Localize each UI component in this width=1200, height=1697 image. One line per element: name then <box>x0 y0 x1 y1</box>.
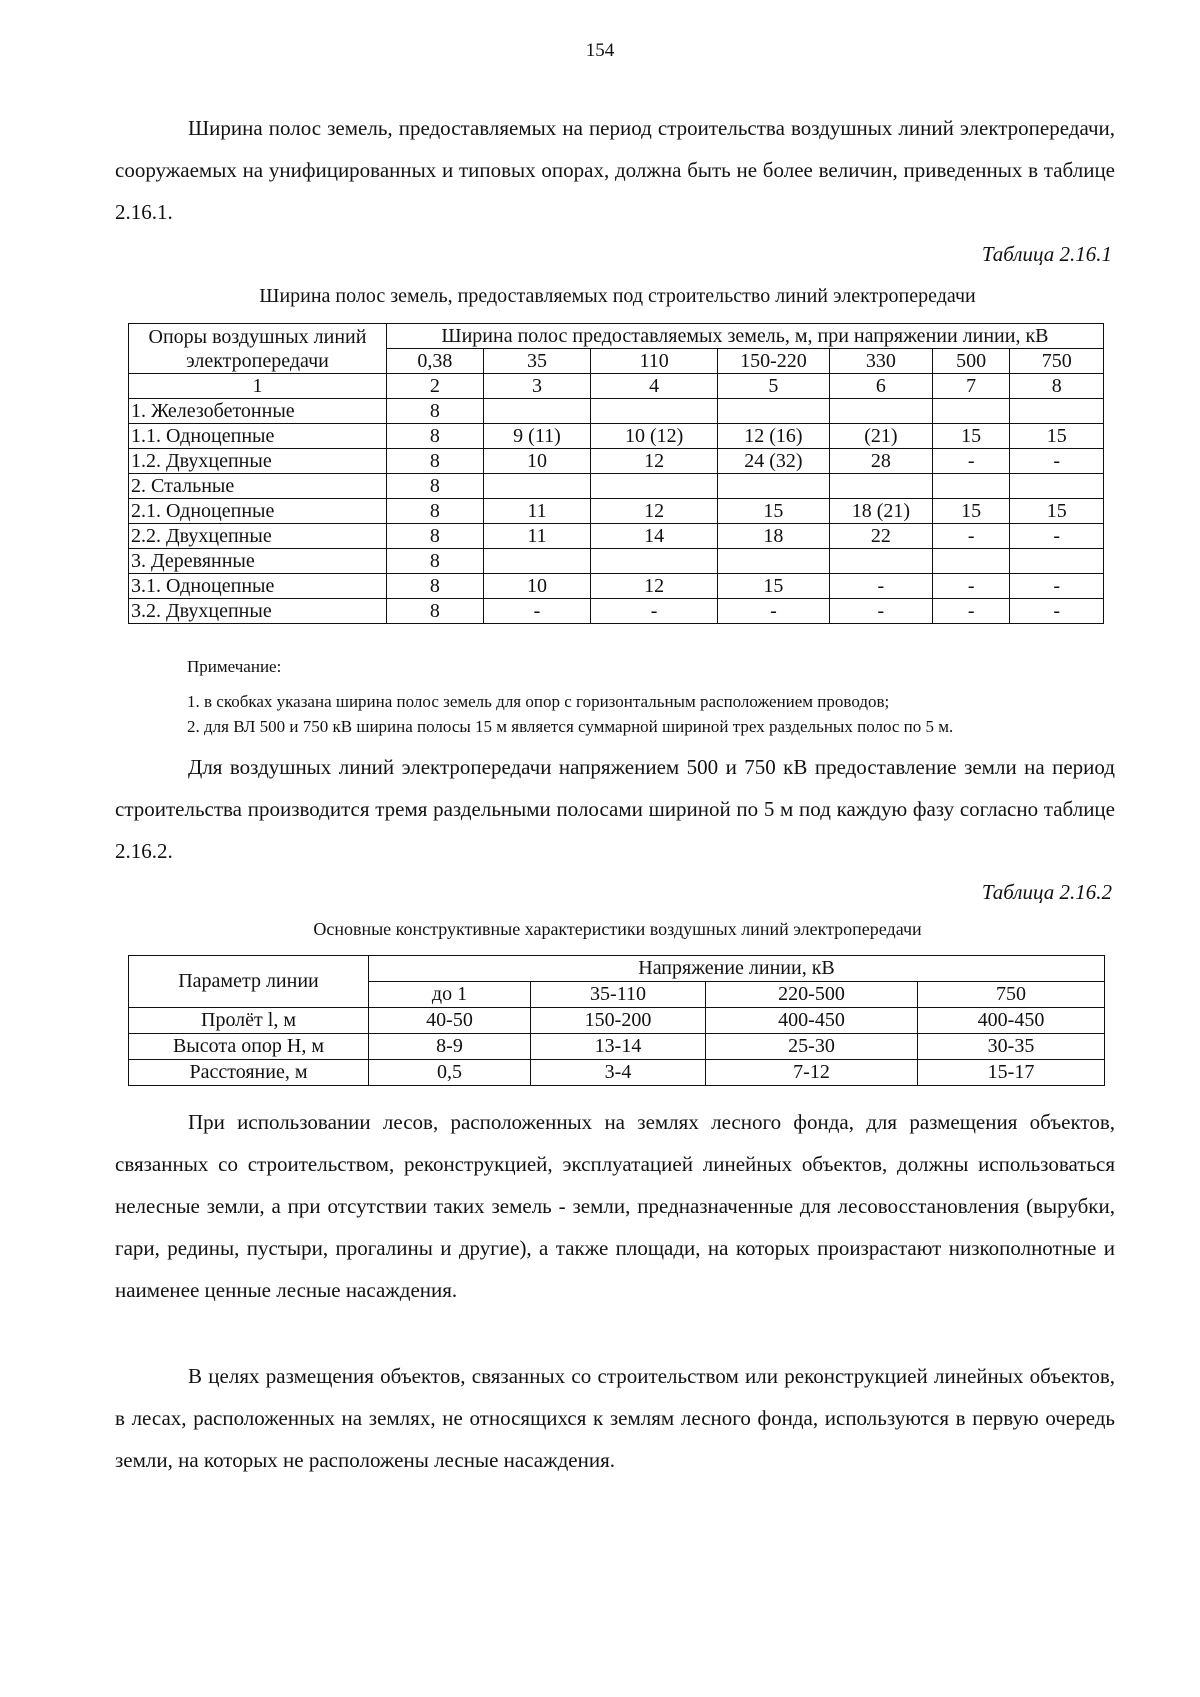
table-row <box>129 399 1104 424</box>
table-cell: 7-12 <box>706 1060 918 1086</box>
page-number: 154 <box>585 40 615 61</box>
table-cell <box>591 399 718 424</box>
column-number-cell: 4 <box>591 374 718 399</box>
table-cell: 9 (11) <box>483 424 590 449</box>
table-cell: - <box>932 524 1009 549</box>
column-number-cell: 1 <box>129 374 387 399</box>
table-cell <box>1010 474 1104 499</box>
table-cell <box>718 549 830 574</box>
table-title: Основные конструктивные характеристики воздушных линий электропередачи <box>313 919 922 939</box>
table-cell: - <box>1010 524 1104 549</box>
table-cell: - <box>932 449 1009 474</box>
table-cell: 15 <box>718 499 830 524</box>
voltage-header-cell: 750 <box>918 982 1105 1008</box>
column-number-cell: 8 <box>1010 374 1104 399</box>
table-row <box>129 499 1104 524</box>
table-cell <box>483 399 590 424</box>
table-cell: 12 <box>591 499 718 524</box>
row-label-cell: Расстояние, м <box>129 1060 369 1086</box>
table-cell: 10 <box>483 574 590 599</box>
note-item: 1. в скобках указана ширина полос земель для опор с горизонтальным расположением проводов; <box>187 692 890 711</box>
table-cell: 150-200 <box>531 1008 706 1034</box>
voltage-header-cell: 500 <box>932 349 1009 374</box>
notes-heading: Примечание: <box>187 657 282 676</box>
land-width-table <box>128 323 1104 624</box>
table-cell: 15 <box>932 424 1009 449</box>
table-cell: 11 <box>483 524 590 549</box>
note-item: 2. для ВЛ 500 и 750 кВ ширина полосы 15 м является суммарной шириной трех раздельных полос по 5 м. <box>187 717 954 736</box>
table-row <box>129 549 1104 574</box>
table-cell: 40-50 <box>369 1008 531 1034</box>
table-row <box>129 424 1104 449</box>
table-cell: 15 <box>1010 424 1104 449</box>
column-number-cell: 7 <box>932 374 1009 399</box>
table-cell: - <box>1010 599 1104 624</box>
header-cell: Параметр линии <box>129 956 369 1008</box>
table-cell: 22 <box>829 524 932 549</box>
paragraph: При использовании лесов, расположенных на землях лесного фонда, для размещения объектов, связанных со строительством, реконструкцией, эксплуатацией линейных объектов, должны использоваться нелесные земли, а при отсутствии таких земель - земли, предназначенные для лесовосстановления (вырубки, гари, редины, пустыри, прогалины и другие), а также площади, на которых произрастают низкополнотные и наименее ценные лесные насаждения. <box>115 1110 1115 1302</box>
table-cell: - <box>829 599 932 624</box>
row-label-cell: 2.2. Двухцепные <box>129 524 387 549</box>
table-row <box>129 449 1104 474</box>
row-label-cell: 2.1. Одноцепные <box>129 499 387 524</box>
table-cell: - <box>829 574 932 599</box>
table-cell: 400-450 <box>918 1008 1105 1034</box>
table-cell: 8 <box>386 574 483 599</box>
table-label: Таблица 2.16.1 <box>981 242 1112 266</box>
paragraph: Ширина полос земель, предоставляемых на период строительства воздушных линий электропередачи, сооружаемых на унифицированных и типовых опорах, должна быть не более величин, приведенных в таблице 2.16.1. <box>115 116 1115 224</box>
column-number-cell: 2 <box>386 374 483 399</box>
row-label-cell: 3. Деревянные <box>129 549 387 574</box>
column-number-cell: 5 <box>718 374 830 399</box>
row-label-cell: 1.2. Двухцепные <box>129 449 387 474</box>
table-row <box>129 474 1104 499</box>
table-notes <box>187 654 953 739</box>
table-cell: 24 (32) <box>718 449 830 474</box>
table-cell: - <box>1010 449 1104 474</box>
header-cell: Опоры воздушных линий электропередачи <box>129 324 387 374</box>
table-cell: 18 <box>718 524 830 549</box>
table-cell: 28 <box>829 449 932 474</box>
voltage-header-cell: 35-110 <box>531 982 706 1008</box>
table-cell: 15 <box>718 574 830 599</box>
paragraph: В целях размещения объектов, связанных со строительством или реконструкцией линейных объектов, в лесах, расположенных на землях, не относящихся к землям лесного фонда, используются в первую очередь земли, на которых не расположены лесные насаждения. <box>115 1364 1115 1472</box>
table-cell <box>483 549 590 574</box>
table-row <box>129 1060 1105 1086</box>
table-row <box>129 1008 1105 1034</box>
table-cell: 8-9 <box>369 1034 531 1060</box>
table-cell <box>591 474 718 499</box>
table-cell <box>932 474 1009 499</box>
row-label-cell: 2. Стальные <box>129 474 387 499</box>
table-cell: - <box>718 599 830 624</box>
table-cell: 10 <box>483 449 590 474</box>
table-cell <box>483 474 590 499</box>
column-number-row <box>129 374 1104 399</box>
table-cell: 8 <box>386 474 483 499</box>
row-label-cell: 3.2. Двухцепные <box>129 599 387 624</box>
table-cell: 8 <box>386 549 483 574</box>
voltage-header-cell: 150-220 <box>718 349 830 374</box>
table-cell <box>932 399 1009 424</box>
table-cell: 8 <box>386 449 483 474</box>
table-cell: 30-35 <box>918 1034 1105 1060</box>
voltage-header-cell: 35 <box>483 349 590 374</box>
table-header-row <box>129 956 1105 982</box>
table-cell <box>1010 399 1104 424</box>
table-row <box>129 574 1104 599</box>
row-label-cell: 1.1. Одноцепные <box>129 424 387 449</box>
table-cell <box>718 399 830 424</box>
voltage-header-cell: до 1 <box>369 982 531 1008</box>
table-cell <box>829 399 932 424</box>
table-cell: 400-450 <box>706 1008 918 1034</box>
table-cell: 12 (16) <box>718 424 830 449</box>
header-cell: Ширина полос предоставляемых земель, м, при напряжении линии, кВ <box>386 324 1103 349</box>
voltage-header-cell: 110 <box>591 349 718 374</box>
voltage-header-cell: 220-500 <box>706 982 918 1008</box>
table-cell: - <box>932 574 1009 599</box>
table-cell <box>1010 549 1104 574</box>
voltage-header-cell: 750 <box>1010 349 1104 374</box>
table-row <box>129 1034 1105 1060</box>
table-cell: 15-17 <box>918 1060 1105 1086</box>
table-cell: 15 <box>1010 499 1104 524</box>
row-label-cell: Высота опор Н, м <box>129 1034 369 1060</box>
voltage-header-cell: 0,38 <box>386 349 483 374</box>
column-number-cell: 3 <box>483 374 590 399</box>
table-cell <box>591 549 718 574</box>
table-cell: 8 <box>386 399 483 424</box>
table-cell <box>718 474 830 499</box>
table-cell: 11 <box>483 499 590 524</box>
table-cell: 8 <box>386 524 483 549</box>
table-cell: 14 <box>591 524 718 549</box>
table-cell <box>932 549 1009 574</box>
column-number-cell: 6 <box>829 374 932 399</box>
table-cell: 12 <box>591 574 718 599</box>
table-cell <box>829 549 932 574</box>
voltage-header-cell: 330 <box>829 349 932 374</box>
table-cell: 8 <box>386 499 483 524</box>
table-cell: - <box>591 599 718 624</box>
table-cell: - <box>1010 574 1104 599</box>
paragraph: Для воздушных линий электропередачи напряжением 500 и 750 кВ предоставление земли на период строительства производится тремя раздельными полосами шириной по 5 м под каждую фазу согласно таблице 2.16.2. <box>115 755 1115 863</box>
table-cell: (21) <box>829 424 932 449</box>
table-cell: 3-4 <box>531 1060 706 1086</box>
row-label-cell: 3.1. Одноцепные <box>129 574 387 599</box>
row-label-cell: 1. Железобетонные <box>129 399 387 424</box>
table-cell: 15 <box>932 499 1009 524</box>
table-title: Ширина полос земель, предоставляемых под строительство линий электропередачи <box>259 285 976 307</box>
table-cell: 8 <box>386 424 483 449</box>
line-characteristics-table <box>128 955 1105 1086</box>
table-cell: 25-30 <box>706 1034 918 1060</box>
table-row <box>129 524 1104 549</box>
table-cell: 10 (12) <box>591 424 718 449</box>
table-cell: 12 <box>591 449 718 474</box>
table-label: Таблица 2.16.2 <box>981 880 1112 904</box>
table-cell <box>829 474 932 499</box>
table-cell: 8 <box>386 599 483 624</box>
table-cell: - <box>932 599 1009 624</box>
table-cell: 18 (21) <box>829 499 932 524</box>
table-row <box>129 599 1104 624</box>
table-header-row <box>129 324 1104 349</box>
table-cell: 13-14 <box>531 1034 706 1060</box>
table-cell: 0,5 <box>369 1060 531 1086</box>
header-cell: Напряжение линии, кВ <box>369 956 1105 982</box>
table-cell: - <box>483 599 590 624</box>
row-label-cell: Пролёт l, м <box>129 1008 369 1034</box>
